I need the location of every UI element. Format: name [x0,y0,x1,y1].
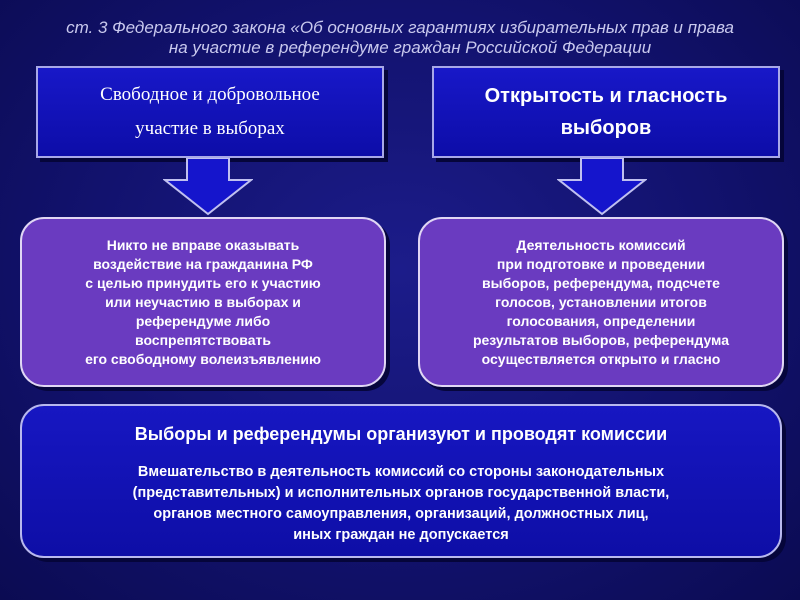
arrow-down-icon [557,158,647,216]
commissions-line: (представительных) и исполнительных органов государственной власти, [132,485,670,501]
principle-line: Свободное и добровольное [100,84,320,105]
detail-line: выборов, референдума, подсчете [482,274,720,291]
principle-line: участие в выборах [135,118,285,139]
commissions-body [22,462,780,546]
detail-line: с целью принудить его к участию [85,274,321,291]
principle-openness-box [432,66,780,158]
commissions-box [20,404,782,558]
detail-line: осуществляется открыто и гласно [481,350,721,367]
detail-line: Никто не вправе оказывать [106,236,300,253]
detail-line: референдуме либо [135,312,271,329]
commissions-line: органов местного самоуправления, организаций, должностных лиц, [153,506,649,522]
detail-line: его свободному волеизъявлению [85,350,321,367]
detail-line: результатов выборов, референдума [472,331,730,348]
detail-line: голосов, установлении итогов [495,293,707,310]
commission-openness-box [418,217,784,387]
arrow-down-icon [163,158,253,216]
detail-line: голосования, определении [506,312,696,329]
detail-line: или неучастию в выборах и [105,293,301,310]
commissions-line: Вмешательство в деятельность комиссий со стороны законодательных [137,464,665,480]
heading-line-1: ст. 3 Федерального закона «Об основных гарантиях избирательных прав и права [66,18,734,37]
principle-free-participation-box [36,66,384,158]
detail-line: Деятельность комиссий [516,236,686,253]
principle-line: Открытость и гласность [484,85,728,107]
heading-line-2: на участие в референдуме граждан Российской Федерации [168,38,652,57]
detail-line: при подготовке и проведении [496,255,706,272]
no-coercion-box [20,217,386,387]
detail-line: воздействие на гражданина РФ [93,255,313,272]
article-heading [0,18,800,58]
principle-line: выборов [560,117,652,139]
commissions-line: иных граждан не допускается [293,527,509,543]
commissions-title: Выборы и референдумы организуют и проводят комиссии [134,424,668,444]
detail-line: воспрепятствовать [135,331,271,348]
